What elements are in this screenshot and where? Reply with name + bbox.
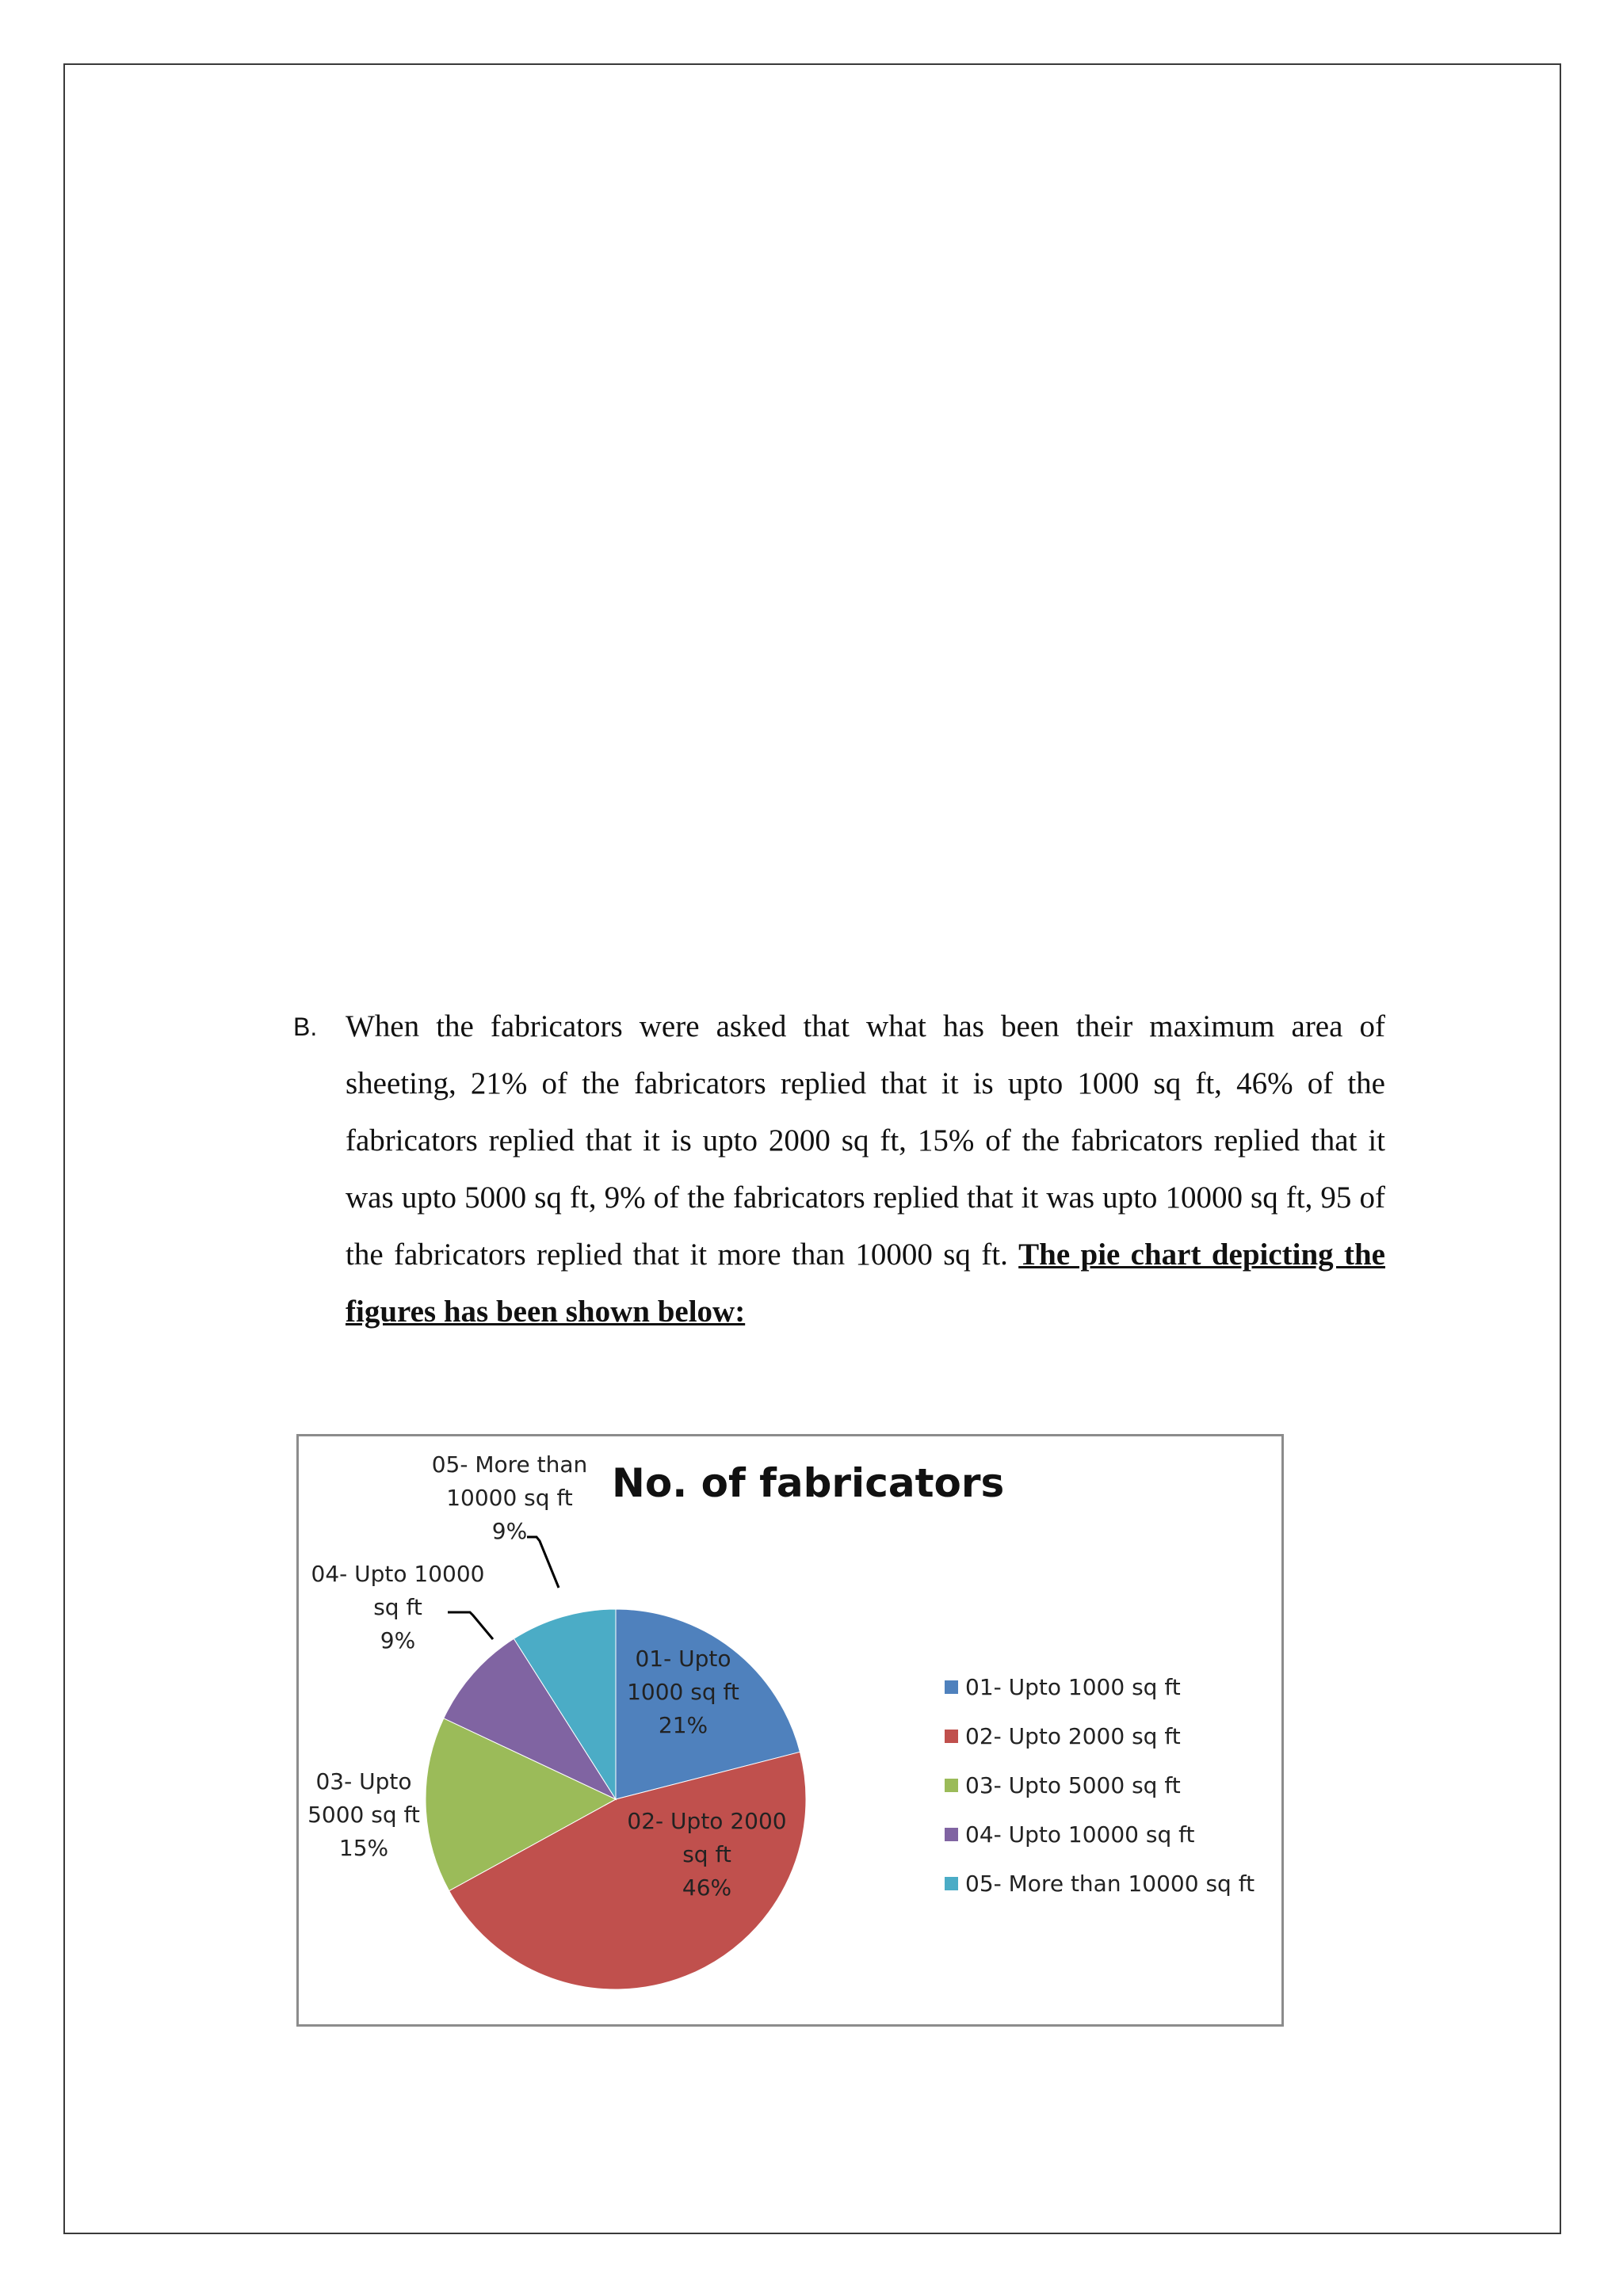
legend-swatch bbox=[945, 1779, 958, 1792]
paragraph-body: When the fabricators were asked that what has been their maximum area of sheeting, 21% of the fabricators replied that it is upto 1000 sq ft, 46% of the fabricators replied that it is upto 2000 sq ft, 15% of the fabricators replied that it was upto 5000 sq ft, 9% of the fabricators replied that it was upto 10000 sq ft, 95 of the fabricators replied that it more than 10000 sq ft. bbox=[346, 1009, 1385, 1272]
chart-title: No. of fabricators bbox=[612, 1460, 1005, 1506]
legend-swatch bbox=[945, 1730, 958, 1743]
legend-item-3 bbox=[945, 1760, 1254, 1810]
legend-swatch bbox=[945, 1828, 958, 1841]
legend-label: 01- Upto 1000 sq ft bbox=[965, 1673, 1181, 1700]
legend-item-1 bbox=[945, 1662, 1254, 1711]
list-marker: B. bbox=[293, 1013, 318, 1041]
legend-label: 02- Upto 2000 sq ft bbox=[965, 1722, 1181, 1749]
legend-item-2 bbox=[945, 1711, 1254, 1760]
chart-legend bbox=[945, 1662, 1254, 1908]
paragraph-emphasis: The pie chart depicting the figures has been shown below: bbox=[346, 1238, 1385, 1329]
paragraph-b bbox=[293, 998, 1385, 1341]
legend-label: 05- More than 10000 sq ft bbox=[965, 1870, 1255, 1897]
paragraph-text bbox=[346, 998, 1385, 1341]
legend-item-5 bbox=[945, 1859, 1254, 1908]
legend-swatch bbox=[945, 1877, 958, 1890]
pie-chart bbox=[296, 1434, 1284, 2027]
legend-item-4 bbox=[945, 1810, 1254, 1859]
data-label-3: 03- Upto 5000 sq ft 15% bbox=[307, 1768, 420, 1861]
data-label-5: 05- More than 10000 sq ft 9% bbox=[431, 1451, 588, 1544]
legend-label: 04- Upto 10000 sq ft bbox=[965, 1821, 1195, 1848]
legend-label: 03- Upto 5000 sq ft bbox=[965, 1772, 1181, 1798]
data-label-4: 04- Upto 10000 sq ft 9% bbox=[311, 1561, 485, 1653]
data-label-1: 01- Upto 1000 sq ft 21% bbox=[627, 1646, 739, 1738]
legend-swatch bbox=[945, 1680, 958, 1694]
data-label-2: 02- Upto 2000 sq ft 46% bbox=[627, 1808, 787, 1901]
